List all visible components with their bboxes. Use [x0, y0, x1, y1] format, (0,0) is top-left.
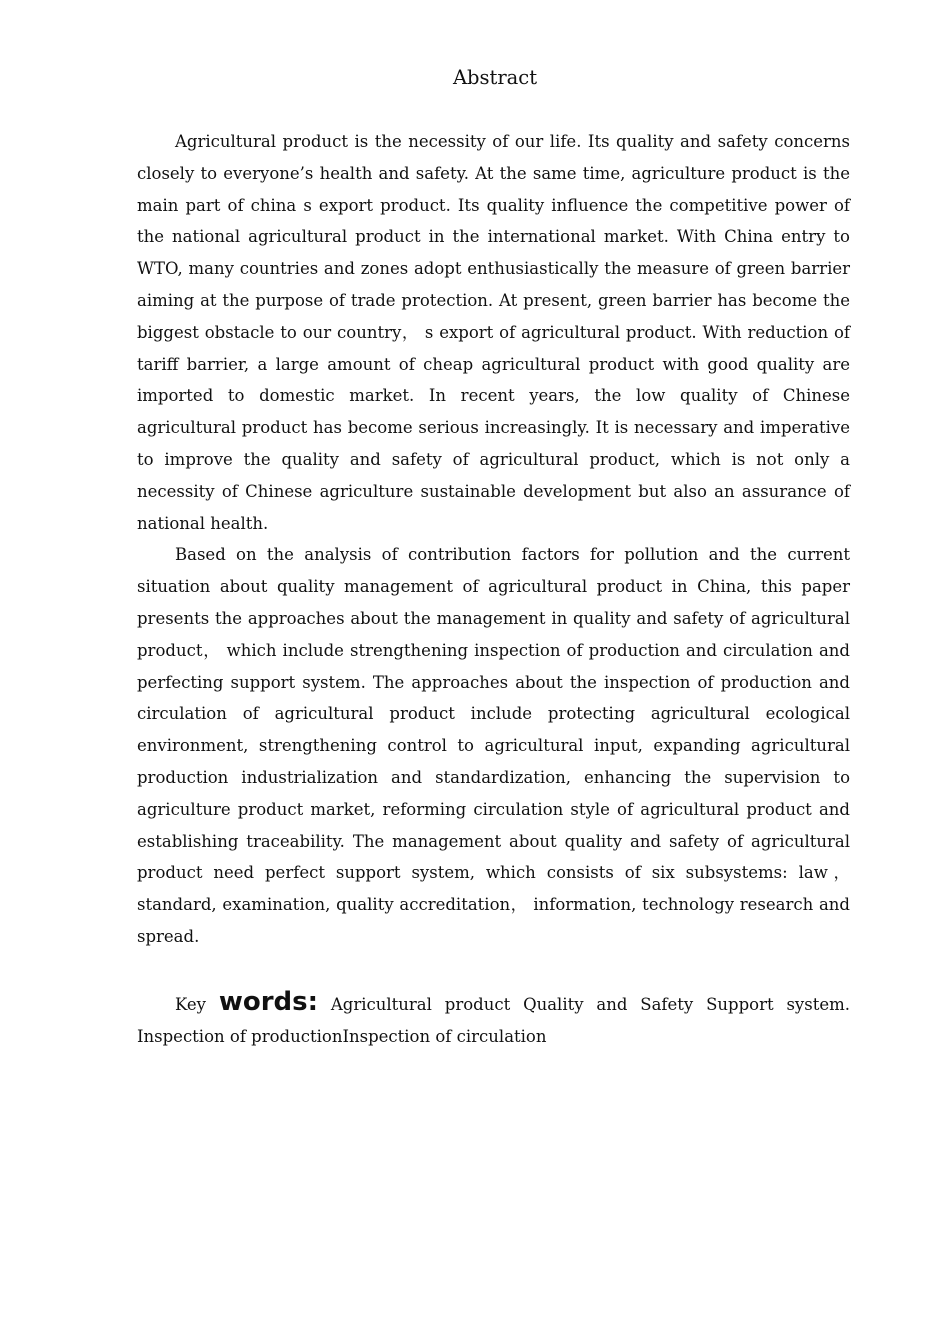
- abstract-paragraph-1: Agricultural product is the necessity of our life. Its quality and safety concerns closely to everyone’s health and safety. At the same time, agriculture product is the main part of china s export product. Its quality influence the competitive power of the national agricultural product in the international market. With China entry to WTO, many countries and zones adopt enthusiastically the measure of green barrier aiming at the purpose of trade protection. At present, green barrier has become the biggest obstacle to our country， s export of agricultural product. With reduction of tariff barrier, a large amount of cheap agricultural product with good quality are imported to domestic market. In recent years, the low quality of Chinese agricultural product has become serious increasingly. It is necessary and imperative to improve the quality and safety of agricultural product, which is not only a necessity of Chinese agriculture sustainable development but also an assurance of national health.: [137, 132, 850, 533]
- abstract-body: [137, 126, 850, 1052]
- keywords-text: Agricultural product Quality and Safety Support system. Inspection of productionInspection of circulation: [137, 994, 850, 1046]
- keywords-line: [137, 987, 850, 1053]
- abstract-paragraph-2: Based on the analysis of contribution factors for pollution and the current situation about quality management of agricultural product in China, this paper presents the approaches about the management in quality and safety of agricultural product， which include strengthening inspection of production and circulation and perfecting support system. The approaches about the inspection of production and circulation of agricultural product include protecting agricultural ecological environment, strengthening control to agricultural input, expanding agricultural production industrialization and standardization, enhancing the supervision to agriculture product market, reforming circulation style of agricultural product and establishing traceability. The management about quality and safety of agricultural product need perfect support system, which consists of six subsystems: law， standard, examination, quality accreditation， information, technology research and spread.: [137, 545, 850, 946]
- keywords-prefix: Key: [175, 994, 219, 1014]
- abstract-title: Abstract: [452, 66, 538, 89]
- keywords-label: words:: [218, 986, 319, 1017]
